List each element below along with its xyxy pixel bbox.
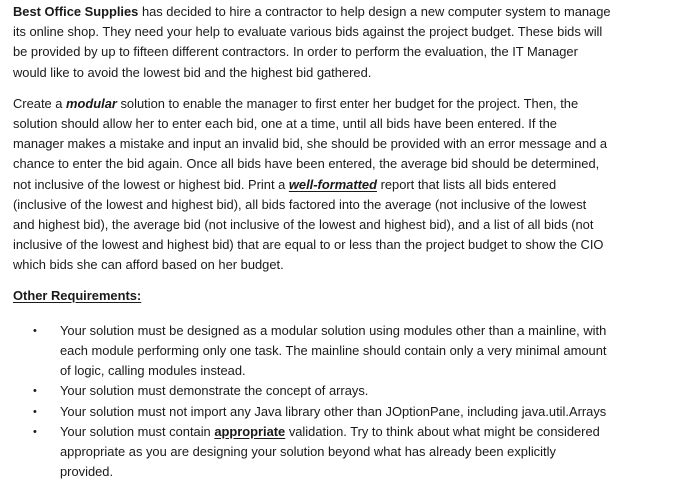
appropriate-emphasis: appropriate [214, 423, 286, 439]
task-line-7: and highest bid), the average bid (not inclusive of the lowest and highest bid), and a list of all bids (not [13, 217, 594, 233]
intro-line-2: its online shop. They need your help to evaluate various bids against the project budget. These bids will [13, 24, 603, 40]
task-line-4: chance to enter the bid again. Once all bids have been entered, the average bid should be determined, [13, 156, 600, 172]
intro-paragraph [13, 2, 689, 83]
requirements-list [13, 321, 689, 483]
document-body [13, 2, 689, 482]
requirement-item-1: • Your solution must be designed as a modular solution using modules other than a mainline, with each module performing only one task. The mainline should contain only a very minimal amount of logic, calling modules instead. [33, 322, 607, 379]
intro-line-4: would like to avoid the lowest bid and the highest bid gathered. [13, 64, 372, 80]
bullet-icon: • [33, 324, 37, 337]
task-line-9: which bids she can afford based on her budget. [13, 257, 284, 273]
well-formatted-emphasis: well-formatted [288, 176, 377, 192]
bullet-icon: • [33, 405, 37, 418]
requirement-item-4: • Your solution must contain appropriate validation. Try to think about what might be considered appropriate as you are designing your solution beyond what has already been explicitly provided. [33, 423, 600, 480]
task-line-1: Create a modular solution to enable the manager to first enter her budget for the project. Then, the [13, 95, 579, 111]
bullet-icon: • [33, 385, 37, 398]
task-line-3: manager makes a mistake and input an invalid bid, she should be provided with an error message and a [13, 136, 608, 152]
intro-line-1: Best Office Supplies has decided to hire a contractor to help design a new computer system to manage [13, 4, 611, 19]
requirement-item-3: • Your solution must not import any Java library other than JOptionPane, including java.util.Arrays [13, 402, 689, 422]
task-line-5: not inclusive of the lowest or highest bid. Print a well-formatted report that lists all bids entered [13, 176, 557, 192]
requirements-heading: Other Requirements: [13, 287, 142, 303]
task-line-6: (inclusive of the lowest and highest bid), all bids factored into the average (not inclusive of the lowest [13, 196, 587, 212]
modular-emphasis: modular [66, 95, 117, 111]
task-line-2: solution should allow her to enter each bid, one at a time, until all bids have been entered. If the [13, 116, 557, 132]
task-paragraph [13, 94, 689, 276]
task-line-8: inclusive of the lowest and highest bid) that are equal to or less than the project budget to show the CIO [13, 237, 604, 253]
intro-line-3: be provided by up to fifteen different contractors. In order to perform the evaluation, the IT Manager [13, 44, 578, 60]
company-name: Best Office Supplies [13, 4, 139, 19]
bullet-icon: • [33, 425, 37, 438]
requirement-item-2: • Your solution must demonstrate the concept of arrays. [13, 381, 689, 401]
